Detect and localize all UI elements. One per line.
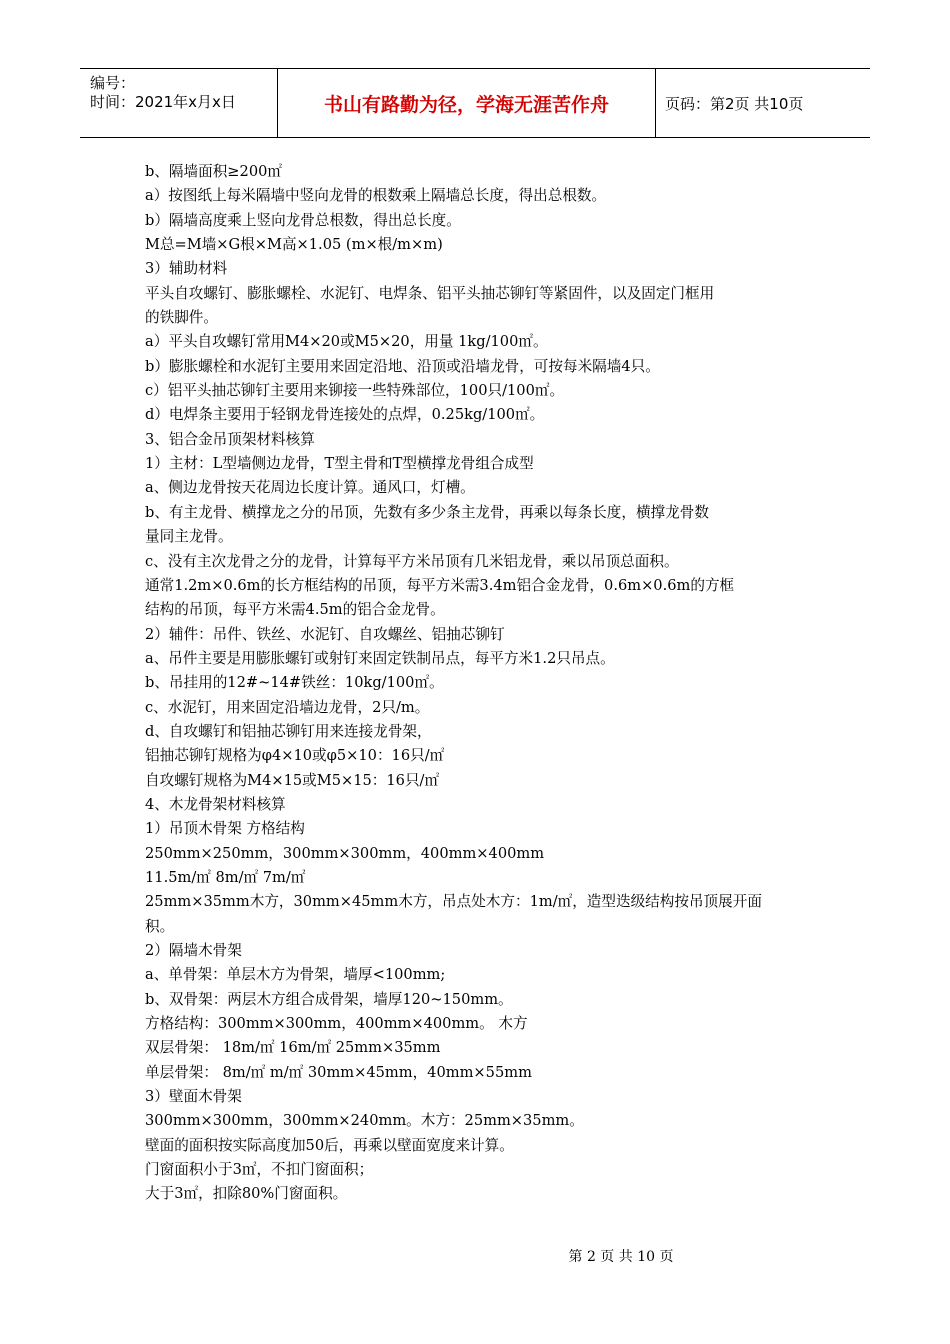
body-line: a、单骨架：单层木方为骨架，墙厚<100mm; (145, 966, 446, 984)
page-footer (0, 1246, 950, 1266)
body-line: 自攻螺钉规格为M4×15或M5×15：16只/㎡ (145, 771, 440, 789)
header-meta (80, 69, 278, 137)
body-line: M总=M墙×G根×M高×1.05 (m×根/m×m) (145, 236, 443, 254)
body-line: 单层骨架： 8m/㎡ m/㎡ 30mm×45mm，40mm×55mm (145, 1063, 532, 1081)
body-line: 25mm×35mm木方，30mm×45mm木方，吊点处木方：1m/㎡，造型迭级结构按吊顶展开面 (145, 893, 762, 911)
document-body (145, 160, 825, 1207)
body-line: a）按图纸上每米隔墙中竖向龙骨的根数乘上隔墙总长度，得出总根数。 (145, 187, 607, 205)
body-line: 1）吊顶木骨架 方格结构 (145, 820, 305, 838)
body-line: a、侧边龙骨按天花周边长度计算。通风口，灯槽。 (145, 479, 475, 497)
date-label: 时间：2021年x月x日 (90, 93, 236, 111)
body-line: b、有主龙骨、横撑龙之分的吊顶，先数有多少条主龙骨，再乘以每条长度，横撑龙骨数 (145, 503, 709, 521)
body-line: 方格结构：300mm×300mm，400mm×400mm。 木方 (145, 1015, 528, 1033)
body-line: c、没有主次龙骨之分的龙骨，计算每平方米吊顶有几米铝龙骨，乘以吊顶总面积。 (145, 552, 679, 570)
page-header (80, 68, 870, 138)
body-line: 的铁脚件。 (145, 309, 218, 327)
header-motto: 书山有路勤为径，学海无涯苦作舟 (278, 69, 656, 137)
body-line: 2）隔墙木骨架 (145, 942, 242, 959)
header-page-info: 页码：第2页 共10页 (665, 94, 804, 113)
body-line: 4、木龙骨架材料核算 (145, 795, 286, 813)
body-line: b）膨胀螺栓和水泥钉主要用来固定沿地、沿顶或沿墙龙骨，可按每米隔墙4只。 (145, 357, 660, 375)
body-line: c）铝平头抽芯铆钉主要用来铆接一些特殊部位，100只/100㎡。 (145, 382, 565, 400)
body-line: 平头自攻螺钉、膨胀螺栓、水泥钉、电焊条、铝平头抽芯铆钉等紧固件，以及固定门框用 (145, 284, 715, 302)
body-line: 3、铝合金吊顶架材料核算 (145, 430, 315, 448)
body-line: b、吊挂用的12#~14#铁丝：10kg/100㎡。 (145, 674, 444, 692)
body-line: 结构的吊顶，每平方米需4.5m的铝合金龙骨。 (145, 601, 445, 619)
body-line: 2）辅件：吊件、铁丝、水泥钉、自攻螺丝、铝抽芯铆钉 (145, 625, 505, 643)
body-line: b）隔墙高度乘上竖向龙骨总根数，得出总长度。 (145, 211, 461, 229)
body-line: 300mm×300mm，300mm×240mm。木方：25mm×35mm。 (145, 1112, 584, 1130)
body-line: 通常1.2m×0.6m的长方框结构的吊顶，每平方米需3.4m铝合金龙骨，0.6m×0.6m的方框 (145, 576, 735, 594)
body-line: 大于3㎡，扣除80%门窗面积。 (145, 1185, 348, 1203)
serial-label: 编号： (90, 74, 136, 92)
body-line: 1）主材：L型墙侧边龙骨，T型主骨和T型横撑龙骨组合成型 (145, 455, 534, 473)
body-line: 3）壁面木骨架 (145, 1088, 242, 1106)
body-line: a）平头自攻螺钉常用M4×20或M5×20，用量 1kg/100㎡。 (145, 333, 548, 351)
body-line: 250mm×250mm，300mm×300mm，400mm×400mm (145, 844, 545, 862)
body-line: d）电焊条主要用于轻钢龙骨连接处的点焊，0.25kg/100㎡。 (145, 406, 545, 424)
body-line: d、自攻螺钉和铝抽芯铆钉用来连接龙骨架， (145, 722, 432, 740)
body-line: 积。 (145, 917, 175, 935)
body-line: 双层骨架： 18m/㎡ 16m/㎡ 25mm×35mm (145, 1039, 441, 1057)
body-line: 壁面的面积按实际高度加50后，再乘以壁面宽度来计算。 (145, 1136, 514, 1154)
body-line: 量同主龙骨。 (145, 528, 233, 546)
body-line: b、隔墙面积≥200㎡ (145, 163, 282, 180)
body-line: c、水泥钉，用来固定沿墙边龙骨，2只/m。 (145, 698, 430, 716)
body-line: 门窗面积小于3㎡，不扣门窗面积； (145, 1161, 374, 1179)
body-line: 铝抽芯铆钉规格为φ4×10或φ5×10：16只/㎡ (145, 747, 445, 765)
footer-page-number: 第 2 页 共 10 页 (568, 1249, 674, 1265)
body-line: b、双骨架：两层木方组合成骨架，墙厚120~150mm。 (145, 990, 513, 1008)
body-line: a、吊件主要是用膨胀螺钉或射钉来固定铁制吊点，每平方米1.2只吊点。 (145, 649, 615, 667)
body-line: 11.5m/㎡ 8m/㎡ 7m/㎡ (145, 868, 306, 886)
body-line: 3）辅助材料 (145, 260, 228, 278)
